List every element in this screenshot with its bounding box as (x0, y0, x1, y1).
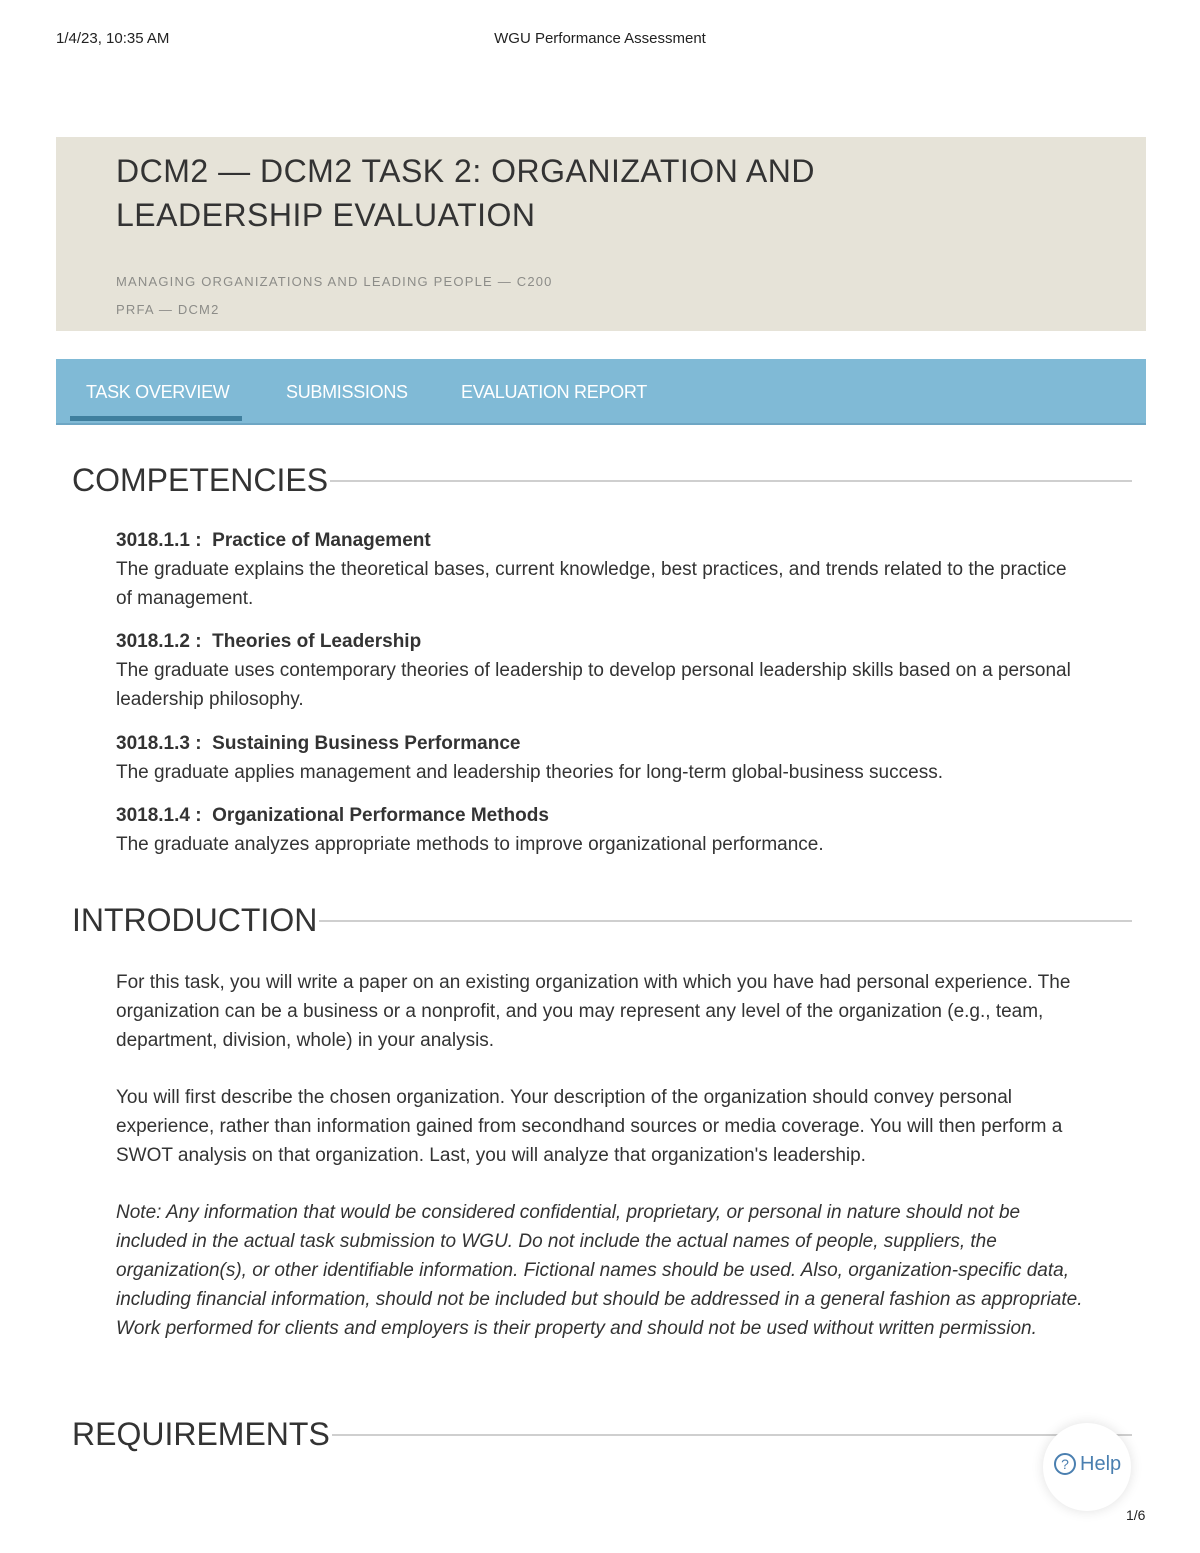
competency-item (116, 627, 1076, 714)
competency-title: Theories of Leadership (212, 631, 422, 652)
task-code-label: PRFA — DCM2 (116, 302, 220, 317)
course-label: MANAGING ORGANIZATIONS AND LEADING PEOPLE — C200 (116, 274, 553, 289)
tab-task-overview[interactable]: TASK OVERVIEW (86, 382, 230, 402)
introduction-heading: INTRODUCTION (72, 902, 318, 938)
help-label: Help (1080, 1453, 1122, 1475)
competency-title: Organizational Performance Methods (212, 805, 549, 826)
competency-code: 3018.1.1 : (116, 530, 202, 551)
introduction-section-header (72, 900, 1132, 940)
competency-code: 3018.1.3 : (116, 733, 202, 754)
page-title: DCM2 — DCM2 TASK 2: ORGANIZATION AND LEADERSHIP EVALUATION (116, 153, 815, 233)
tab-submissions[interactable]: SUBMISSIONS (286, 382, 408, 402)
page-number: 1/6 (1126, 1507, 1146, 1523)
print-date: 1/4/23, 10:35 AM (56, 30, 170, 47)
requirements-section-header (72, 1414, 1132, 1454)
tab-bar (56, 359, 1146, 425)
competency-description: The graduate analyzes appropriate methods to improve organizational performance. (116, 834, 824, 855)
competency-description: The graduate explains the theoretical bases, current knowledge, best practices, and trends related to the practice of management. (116, 559, 1067, 609)
introduction-note: Note: Any information that would be considered confidential, proprietary, or personal in nature should not be included in the actual task submission to WGU. Do not include the actual names of people, suppliers, the organization(s), or other identifiable information. Fictional names should be used. Also, organization-specific data, including financial information, should not be included but should be addressed in a general fashion as appropriate. Work performed for clients and employers is their property and should not be used without written permission. (116, 1202, 1083, 1339)
competencies-heading: COMPETENCIES (72, 462, 329, 498)
competency-item (116, 801, 1076, 859)
competency-item (116, 526, 1076, 613)
competency-title: Sustaining Business Performance (212, 733, 521, 754)
active-tab-indicator (70, 416, 242, 421)
help-button[interactable] (1043, 1423, 1131, 1511)
introduction-paragraph: For this task, you will write a paper on an existing organization with which you have had personal experience. The organization can be a business or a nonprofit, and you may represent any level of the organization (e.g., team, department, division, whole) in your analysis. (116, 972, 1071, 1051)
competency-title: Practice of Management (212, 530, 431, 551)
print-header (0, 30, 1200, 50)
competency-item (116, 729, 1076, 787)
tab-evaluation-report[interactable]: EVALUATION REPORT (461, 382, 647, 402)
assessment-banner (56, 137, 1146, 331)
help-circle-icon: ? (1054, 1453, 1076, 1475)
requirements-heading: REQUIREMENTS (72, 1416, 330, 1452)
introduction-paragraph: You will first describe the chosen organization. Your description of the organization should convey personal experience, rather than information gained from secondhand sources or media coverage. You will then perform a SWOT analysis on that organization. Last, you will analyze that organization's leadership. (116, 1087, 1063, 1166)
competency-description: The graduate applies management and leadership theories for long-term global-business success. (116, 762, 943, 783)
competency-code: 3018.1.4 : (116, 805, 202, 826)
print-title: WGU Performance Assessment (494, 30, 706, 47)
competencies-section-header (72, 460, 1132, 500)
competency-code: 3018.1.2 : (116, 631, 202, 652)
competency-description: The graduate uses contemporary theories of leadership to develop personal leadership skills based on a personal leadership philosophy. (116, 660, 1071, 710)
